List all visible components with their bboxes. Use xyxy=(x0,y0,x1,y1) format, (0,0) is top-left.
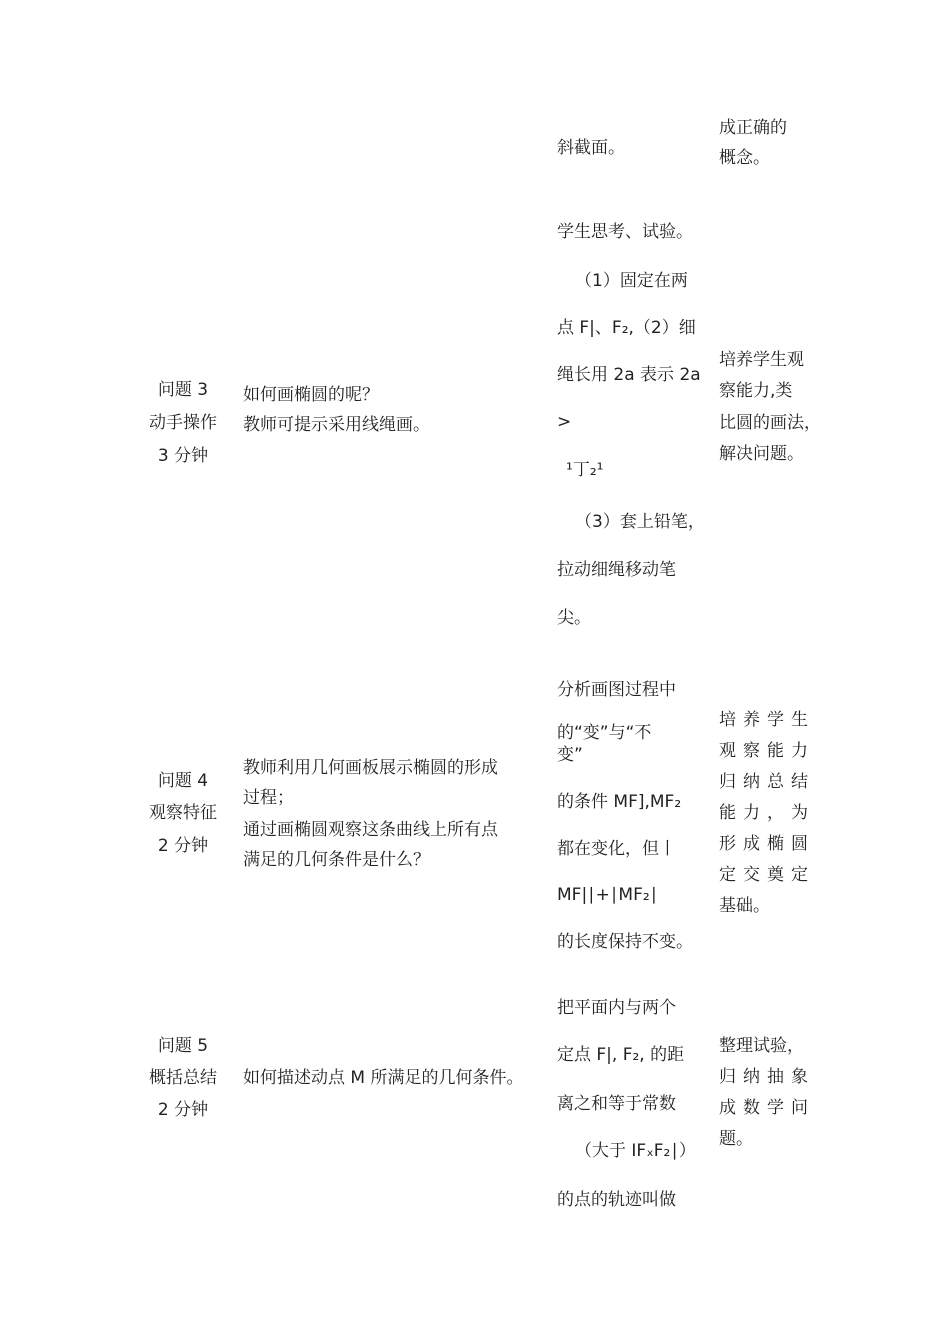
intent-line: 培养学生观 xyxy=(719,350,804,370)
intent-line: 培养学生 xyxy=(719,710,815,730)
teacher-line: 满足的几何条件是什么？ xyxy=(243,850,430,870)
intent-line: 比圆的画法， xyxy=(719,413,821,433)
intent-line: 形成椭圆 xyxy=(719,834,815,854)
activity-line: 都在变化，但丨 xyxy=(557,839,676,859)
activity-line: 的“变”与“不 xyxy=(557,723,652,743)
intent-line: 概念。 xyxy=(719,148,770,168)
stage-line: 问题 5 xyxy=(157,1036,209,1056)
activity-line: 尖。 xyxy=(557,608,591,628)
activity-line: 拉动细绳移动笔 xyxy=(557,560,676,580)
intent-line: 整理试验， xyxy=(719,1036,804,1056)
activity-line: 的长度保持不变。 xyxy=(557,932,693,952)
activity-line: MF|∣+∣MF₂∣ xyxy=(557,885,659,905)
teacher-line: 过程； xyxy=(243,788,294,808)
intent-line: 题。 xyxy=(719,1129,753,1149)
stage-line: 观察特征 xyxy=(149,803,217,823)
intent-line: 归纳抽象 xyxy=(719,1067,815,1087)
intent-line: 能力，为 xyxy=(719,803,815,823)
activity-line: 的条件 MF],MF₂ xyxy=(557,792,682,812)
teacher-line: 教师利用几何画板展示椭圆的形成 xyxy=(243,758,498,778)
intent-line: 察能力,类 xyxy=(719,381,793,401)
activity-line: （大于 IFₓF₂∣） xyxy=(575,1141,696,1161)
activity-line: 把平面内与两个 xyxy=(557,998,676,1018)
stage-line: 问题 4 xyxy=(157,771,209,791)
activity-line: 的点的轨迹叫做 xyxy=(557,1190,676,1210)
stage-line: 2 分钟 xyxy=(157,836,209,856)
stage-line: 2 分钟 xyxy=(157,1100,209,1120)
intent-line: 成数学问 xyxy=(719,1098,815,1118)
teacher-line: 如何描述动点 M 所满足的几何条件。 xyxy=(243,1068,524,1088)
intent-line: 基础。 xyxy=(719,896,770,916)
intent-line: 归纳总结 xyxy=(719,772,815,792)
activity-line: （3）套上铅笔， xyxy=(575,512,705,532)
stage-line: 问题 3 xyxy=(157,380,209,400)
activity-line: ¹丁₂¹ xyxy=(566,460,604,480)
activity-line: 斜截面。 xyxy=(557,138,625,158)
activity-line: 分析画图过程中 xyxy=(557,680,676,700)
activity-line: 学生思考、试验。 xyxy=(557,222,693,242)
activity-line: 点 F|、F₂,（2）细 xyxy=(557,318,696,338)
teacher-line: 如何画椭圆的呢？ xyxy=(243,385,379,405)
activity-line: 定点 F|, F₂, 的距 xyxy=(557,1045,685,1065)
intent-line: 观察能力 xyxy=(719,741,815,761)
stage-line: 概括总结 xyxy=(149,1068,217,1088)
stage-line: 3 分钟 xyxy=(157,446,209,466)
activity-line: 离之和等于常数 xyxy=(557,1094,676,1114)
activity-line: 绳长用 2a 表示 2a xyxy=(557,365,701,385)
activity-line: （1）固定在两 xyxy=(575,271,688,291)
teacher-line: 教师可提示采用线绳画。 xyxy=(243,415,430,435)
activity-line: 变” xyxy=(557,745,583,765)
teacher-line: 通过画椭圆观察这条曲线上所有点 xyxy=(243,820,498,840)
stage-line: 动手操作 xyxy=(149,413,217,433)
intent-line: 解决问题。 xyxy=(719,444,804,464)
intent-line: 定交奠定 xyxy=(719,865,815,885)
activity-line: > xyxy=(557,412,572,432)
intent-line: 成正确的 xyxy=(719,118,787,138)
